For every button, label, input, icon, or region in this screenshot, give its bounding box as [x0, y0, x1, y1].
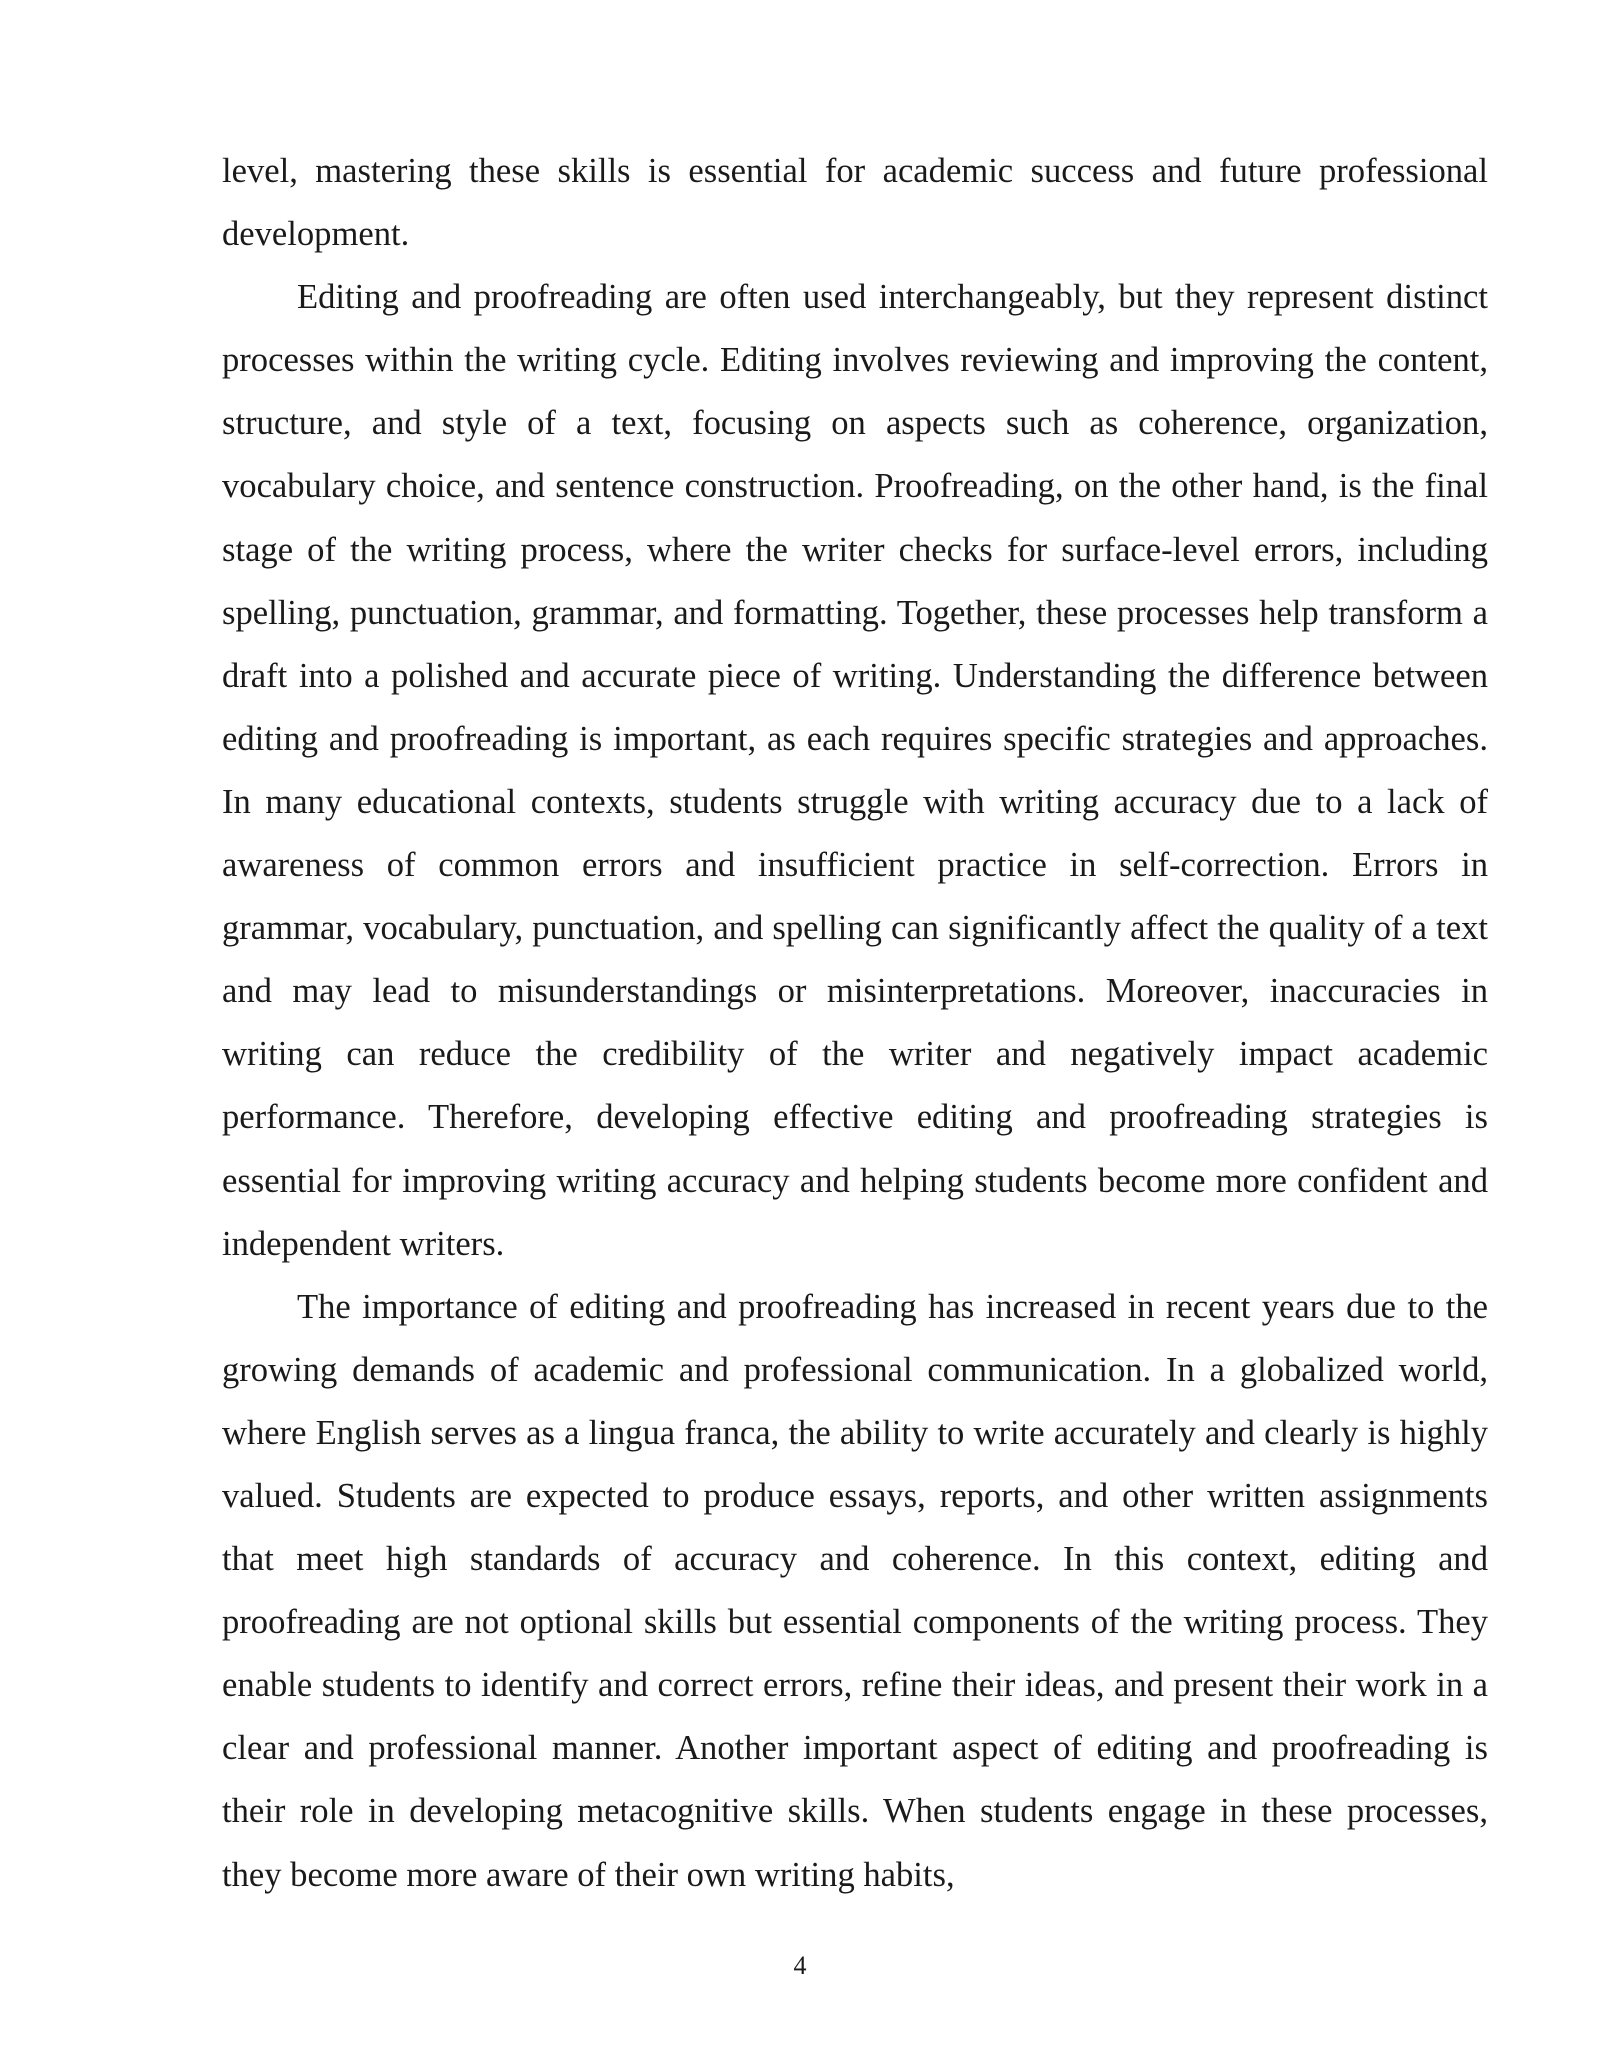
paragraph-importance: The importance of editing and proofreading has increased in recent years due to the growing demands of academic and professional communication. In a globalized world, where English serves as a lingua franca, the ability to write accurately and clearly is highly valued. Students are expected to produce essays, reports, and other written assignments that meet high standards of accuracy and coherence. In this context, editing and proofreading are not optional skills but essential components of the writing process. They enable students to identify and correct errors, refine their ideas, and present their work in a clear and professional manner. Another important aspect of editing and proofreading is their role in developing metacognitive skills. When students engage in these processes, they become more aware of their own writing habits,	[222, 1287, 1488, 1894]
paragraph-editing-vs-proofreading: Editing and proofreading are often used interchangeably, but they represent distinct processes within the writing cycle. Editing involves reviewing and improving the content, structure, and style of a text, focusing on aspects such as coherence, organization, vocabulary choice, and sentence construction. Proofreading, on the other hand, is the final stage of the writing process, where the writer checks for surface-level errors, including spelling, punctuation, grammar, and formatting. Together, these processes help transform a draft into a polished and accurate piece of writing. Understanding the difference between editing and proofreading is important, as each requires specific strategies and approaches. In many educational contexts, students struggle with writing accuracy due to a lack of awareness of common errors and insufficient practice in self-correction. Errors in grammar, vocabulary, punctuation, and spelling can significantly affect the quality of a text and may lead to misunderstandings or misinterpretations. Moreover, inaccuracies in writing can reduce the credibility of the writer and negatively impact academic performance. Therefore, developing effective editing and proofreading strategies is essential for improving writing accuracy and helping students become more confident and independent writers.	[222, 278, 1488, 1263]
page-number: 4	[793, 1951, 807, 1980]
body-text	[222, 140, 1488, 1907]
paragraph-continuation: level, mastering these skills is essential for academic success and future professional development.	[222, 152, 1488, 254]
